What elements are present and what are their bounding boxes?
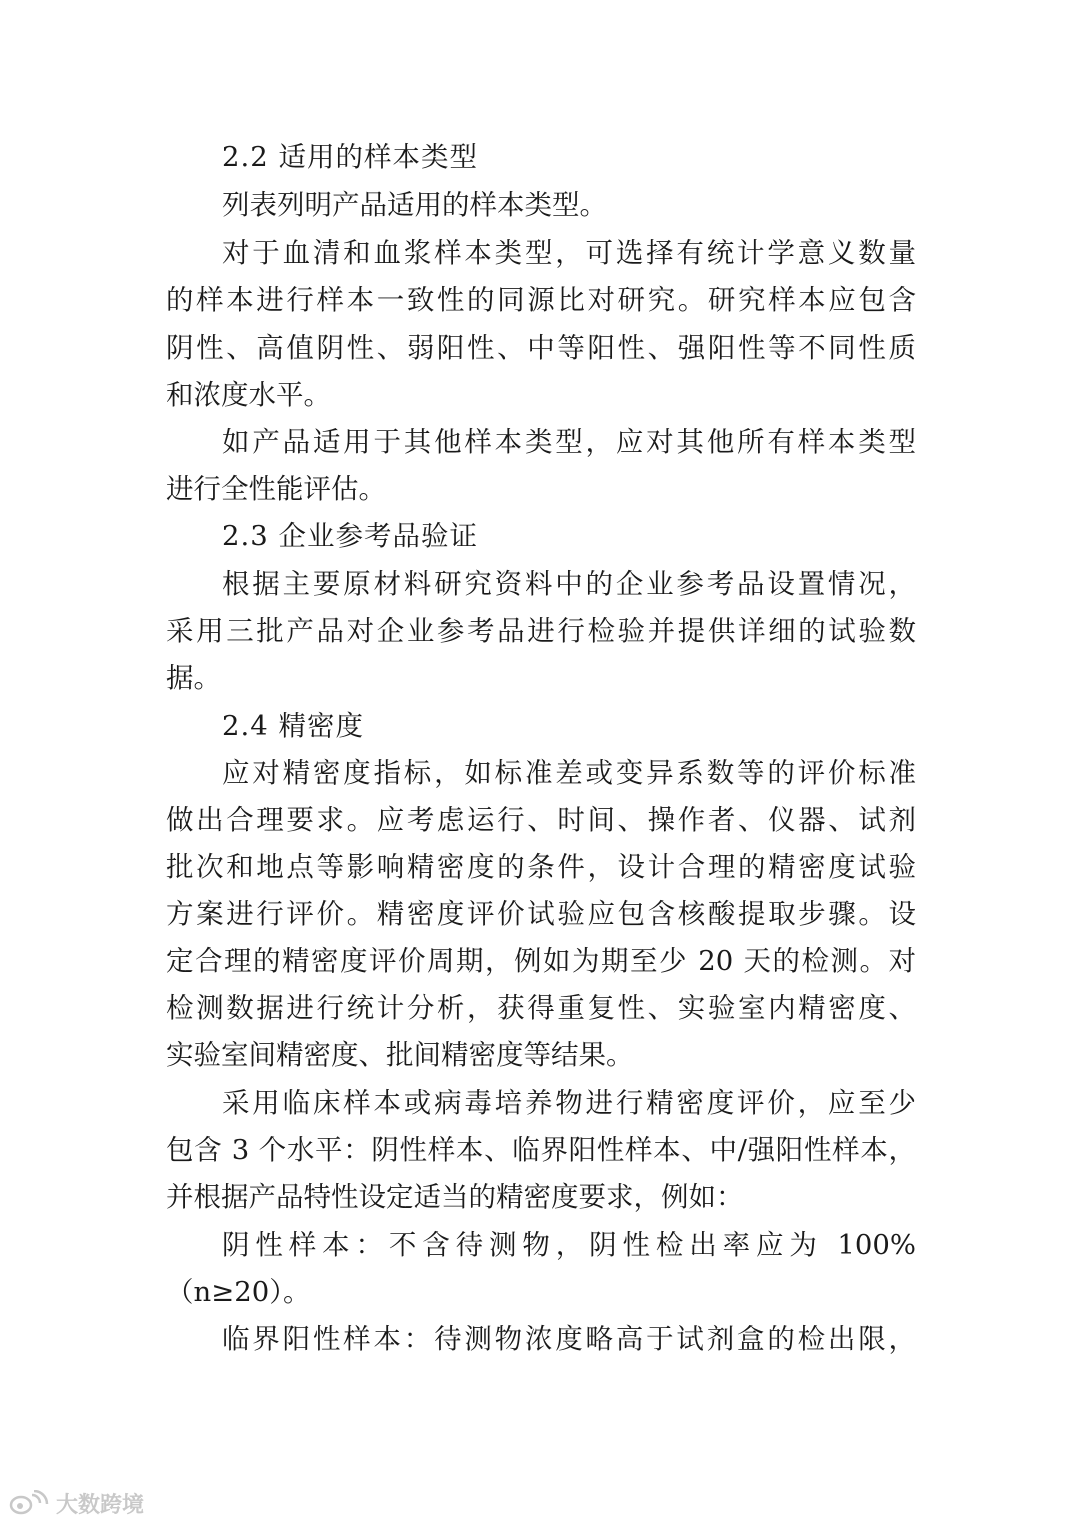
watermark xyxy=(8,1483,144,1523)
watermark-text: 大数跨境 xyxy=(56,1492,145,1518)
paragraph-line: 根据主要原材料研究资料中的企业参考品设置情况， xyxy=(222,568,916,600)
section-heading-2-2: 2.2 适用的样本类型 xyxy=(222,141,478,173)
paragraph-line: 方案进行评价。精密度评价试验应包含核酸提取步骤。设 xyxy=(166,898,916,930)
paragraph-line: 实验室间精密度、批间精密度等结果。 xyxy=(166,1039,634,1071)
paragraph-line: 对于血清和血浆样本类型，可选择有统计学意义数量 xyxy=(222,237,916,269)
paragraph-line: 做出合理要求。应考虑运行、时间、操作者、仪器、试剂 xyxy=(166,804,916,836)
paragraph-line: 定合理的精密度评价周期，例如为期至少 20 天的检测。对 xyxy=(166,945,916,977)
paragraph-line: 采用临床样本或病毒培养物进行精密度评价，应至少 xyxy=(222,1087,916,1119)
paragraph-line: 进行全性能评估。 xyxy=(166,473,386,505)
paragraph-line: 检测数据进行统计分析，获得重复性、实验室内精密度、 xyxy=(166,992,916,1024)
paragraph-line: 的样本进行样本一致性的同源比对研究。研究样本应包含 xyxy=(166,284,916,316)
paragraph-line: 批次和地点等影响精密度的条件，设计合理的精密度试验 xyxy=(166,851,916,883)
paragraph-line: 临界阳性样本：待测物浓度略高于试剂盒的检出限， xyxy=(222,1323,916,1355)
paragraph-line: 据。 xyxy=(166,662,221,694)
section-heading-2-3: 2.3 企业参考品验证 xyxy=(222,520,478,552)
paragraph-line: 采用三批产品对企业参考品进行检验并提供详细的试验数 xyxy=(166,615,916,647)
paragraph-line: 包含 3 个水平：阴性样本、临界阳性样本、中/强阳性样本， xyxy=(166,1134,916,1166)
paragraph-line: 和浓度水平。 xyxy=(166,379,331,411)
paragraph-line: 阴性样本：不含待测物，阴性检出率应为 100% xyxy=(222,1229,916,1261)
paragraph-line: 阴性、高值阴性、弱阳性、中等阳性、强阳性等不同性质 xyxy=(166,332,916,364)
section-heading-2-4: 2.4 精密度 xyxy=(222,710,364,742)
paragraph-line: 并根据产品特性设定适当的精密度要求，例如： xyxy=(166,1181,744,1213)
paragraph-line: 如产品适用于其他样本类型，应对其他所有样本类型 xyxy=(222,426,916,458)
paragraph-line: 列表列明产品适用的样本类型。 xyxy=(222,189,607,221)
paragraph-line: （n≥20）。 xyxy=(166,1276,311,1308)
weibo-logo-icon xyxy=(8,1490,50,1516)
paragraph-line: 应对精密度指标，如标准差或变异系数等的评价标准 xyxy=(222,757,916,789)
